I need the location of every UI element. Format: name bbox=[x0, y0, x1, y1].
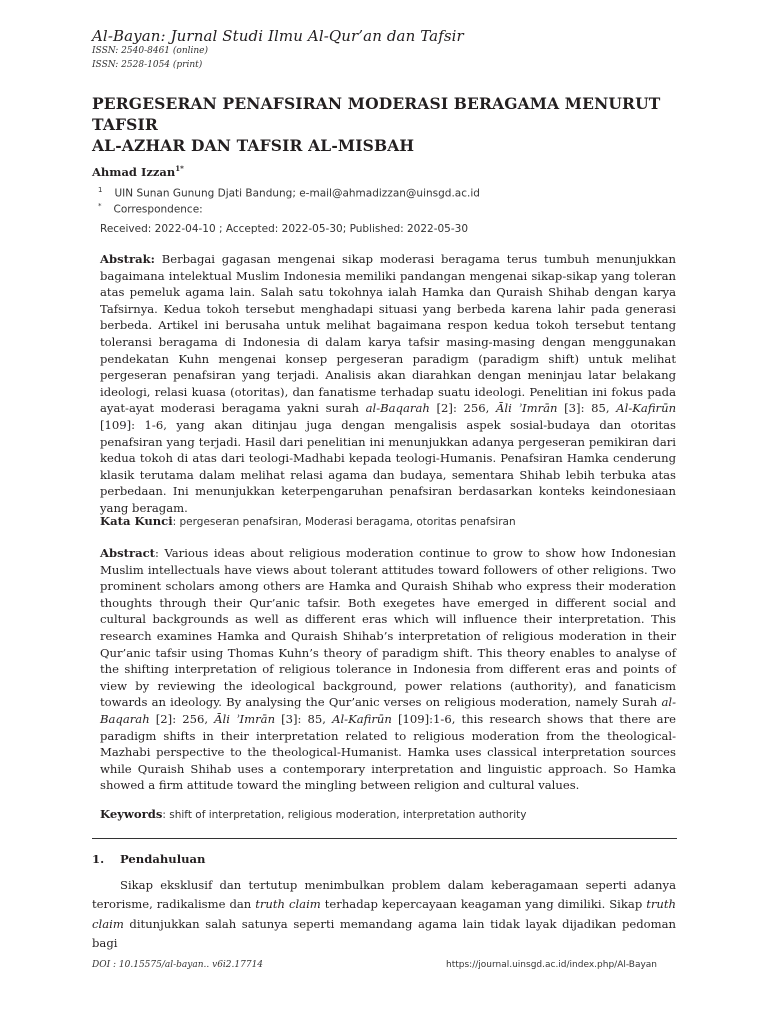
author-superscript: 1* bbox=[175, 164, 184, 173]
section-number: 1. bbox=[92, 852, 105, 866]
abstract-surah-2: Āli ʾImrān bbox=[214, 711, 276, 726]
keywords bbox=[100, 806, 676, 824]
abstrak-label: Abstrak: bbox=[100, 252, 155, 266]
abstract-ref-1: [2]: 256, bbox=[149, 711, 215, 726]
abstrak-surah-3: Al-Kafirūn bbox=[616, 401, 677, 416]
correspondence-marker: * bbox=[98, 202, 102, 210]
affiliation bbox=[98, 186, 480, 200]
article-title bbox=[92, 93, 692, 156]
keywords-label: Keywords bbox=[100, 807, 163, 821]
affiliation-marker: 1 bbox=[98, 186, 103, 194]
abstrak-ref-2: [3]: 85, bbox=[557, 401, 617, 416]
abstrak-text-1: Berbagai gagasan mengenai sikap moderasi beragama terus tumbuh menunjukkan bagaimana intelektual Muslim Indonesia memiliki pandangan mengenai sikap-sikap yang toleran atas pemeluk agama lain. Salah satu tokohnya ialah Hamka dan Quraish Shihab dengan karya Tafsirnya. Kedua tokoh tersebut menghadapi situasi yang berbeda karena lahir pada generasi berbeda. Artikel ini berusaha untuk melihat bagaimana respon kedua tokoh tersebut tentang toleransi beragama di Indonesia di dalam karya tafsir masing-masing dengan menggunakan pendekatan Kuhn mengenai konsep pergeseran paradigm (paradigm shift) untuk melihat pergeseran penafsiran yang terjadi. Analisis akan diarahkan dengan meninjau latar belakang ideologi, relasi kuasa (otoritas), dan fanatisme terhadap suatu ideologi. Penelitian ini fokus pada ayat-ayat moderasi beragama yakni surah bbox=[100, 252, 676, 416]
correspondence bbox=[98, 202, 203, 216]
kata-kunci-text: : pergeseran penafsiran, Moderasi beragama, otoritas penafsiran bbox=[172, 516, 516, 528]
abstrak-surah-2: Āli ʾImrān bbox=[495, 401, 558, 416]
abstrak-paragraph bbox=[100, 251, 676, 517]
issn-print: ISSN: 2528-1054 (print) bbox=[92, 60, 203, 70]
journal-name: Al-Bayan: Jurnal Studi Ilmu Al-Qur’an dan Tafsir bbox=[92, 27, 464, 45]
title-line-2: AL-AZHAR DAN TAFSIR AL-MISBAH bbox=[92, 136, 415, 155]
abstract-text-2: [109]:1-6, this research shows that there are paradigm shifts in their interpretation related to religious moderation from the theological-Mazhabi perspective to the theological-Humanist. Hamka uses classical interpretation sources while Quraish Shihab uses a contemporary interpretation and linguistic approach. So Hamka showed a firm attitude toward the mingling between religion and cultural values. bbox=[100, 711, 676, 793]
footer-url[interactable]: https://journal.uinsgd.ac.id/index.php/Al-Bayan bbox=[446, 960, 658, 970]
footer-doi: DOI : 10.15575/al-bayan.. v6i2.17714 bbox=[92, 960, 264, 970]
abstrak-ref-1: [2]: 256, bbox=[429, 401, 496, 416]
affiliation-text[interactable]: UIN Sunan Gunung Djati Bandung; e-mail@ahmadizzan@uinsgd.ac.id bbox=[114, 187, 480, 200]
keywords-text: : shift of interpretation, religious moderation, interpretation authority bbox=[162, 809, 527, 821]
kata-kunci bbox=[100, 513, 676, 531]
kata-kunci-label: Kata Kunci bbox=[100, 514, 173, 528]
abstrak-text-2: [109]: 1-6, yang akan ditinjau juga dengan mengalisis aspek sosial-budaya dan otoritas penafsiran yang terjadi. Hasil dari penelitian ini menunjukkan adanya pergeseran pemikiran dari kedua tokoh di atas dari teologi-Madhabi kepada teologi-Humanis. Penafsiran Hamka cenderung klasik terutama dalam melihat relasi agama dan budaya, sementara Shihab lebih terbuka atas perbedaan. Ini menunjukkan keterpengaruhan penafsiran berdasarkan konteks keindonesiaan yang beragam. bbox=[100, 417, 676, 515]
abstrak-surah-1: al-Baqarah bbox=[365, 401, 430, 416]
section-title: Pendahuluan bbox=[120, 852, 206, 866]
abstract-surah-3: Al-Kafirūn bbox=[332, 711, 392, 726]
author-name-text: Ahmad Izzan bbox=[92, 164, 176, 179]
abstract-label: Abstract bbox=[100, 546, 156, 560]
article-dates: Received: 2022-04-10 ; Accepted: 2022-05-30; Published: 2022-05-30 bbox=[100, 223, 469, 235]
correspondence-text: Correspondence: bbox=[113, 203, 203, 216]
abstract-paragraph bbox=[100, 545, 676, 794]
intro-text-1: Sikap eksklusif dan tertutup menimbulkan problem dalam keberagamaan seperti adanya terorisme, radikalisme dan bbox=[92, 878, 676, 912]
issn-online: ISSN: 2540-8461 (online) bbox=[92, 46, 209, 56]
abstract-text-1: : Various ideas about religious moderation continue to grow to show how Indonesian Muslim intellectuals have views about tolerant attitudes toward followers of other religions. Two prominent scholars among others are Hamka and Quraish Shihab who express their moderation thoughts through their Qur’anic tafsir. Both exegetes have emerged in different social and cultural backgrounds as well as different eras which will influence their interpretation. This research examines Hamka and Quraish Shihab’s interpretation of religious moderation in their Qur’anic tafsir using Thomas Kuhn’s theory of paradigm shift. This theory enables to analyse of the shifting interpretation of religious tolerance in Indonesia from different eras and points of view by reviewing the ideological background, power relations (authority), and fanaticism towards an ideology. By analysing the Qur’anic verses on religious moderation, namely Surah bbox=[100, 546, 676, 710]
abstract-ref-2: [3]: 85, bbox=[275, 711, 333, 726]
intro-text-3: ditunjukkan salah satunya seperti memandang agama lain tidak layak dijadikan pedoman bagi bbox=[92, 916, 676, 951]
intro-italic-2: truth claim bbox=[92, 897, 677, 931]
intro-paragraph bbox=[92, 876, 676, 954]
intro-italic-1: truth claim bbox=[255, 897, 321, 912]
section-divider bbox=[92, 838, 677, 839]
intro-text-2: terhadap kepercayaan keagaman yang dimiliki. Sikap bbox=[320, 897, 647, 912]
author-name bbox=[92, 164, 184, 179]
section-heading bbox=[92, 852, 205, 866]
abstract-surah-1: al-Baqarah bbox=[100, 695, 676, 726]
title-line-1: PERGESERAN PENAFSIRAN MODERASI BERAGAMA MENURUT TAFSIR bbox=[92, 94, 661, 134]
